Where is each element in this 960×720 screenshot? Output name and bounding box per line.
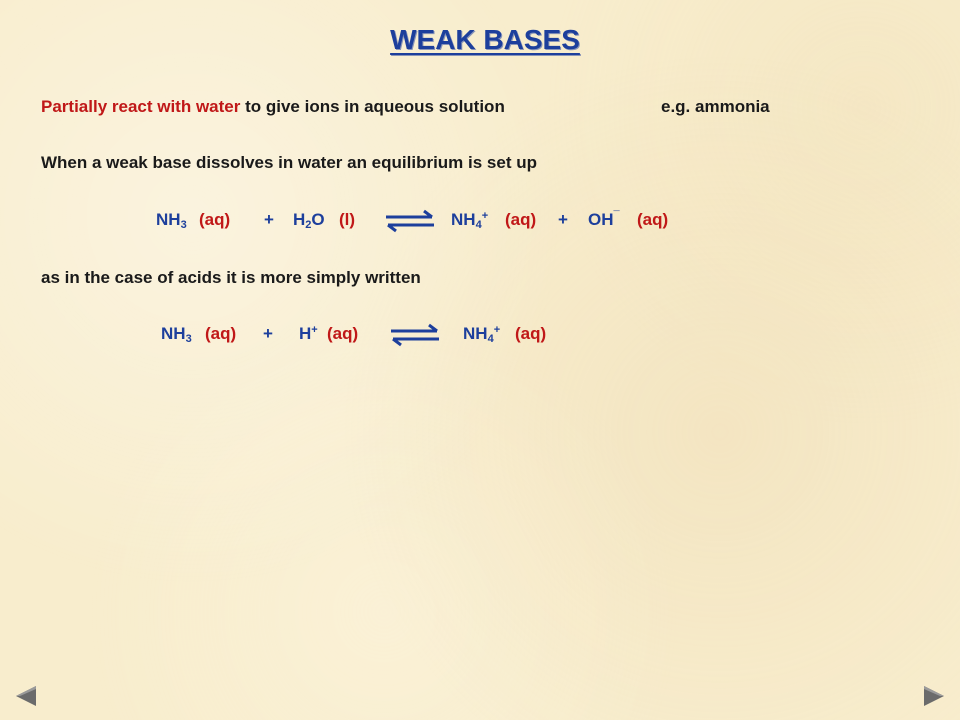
eq2-proton: H+ [299,324,318,343]
definition-line [41,97,770,117]
next-slide-icon[interactable] [922,684,946,708]
eq2-ammonia-state: (aq) [205,324,237,343]
equation-simplified [0,324,960,354]
eq2-ammonium: $NH_4^+$ [463,324,501,345]
eq2-ammonium-state: (aq) [515,324,547,343]
definition-rest: to give ions in aqueous solution [240,97,505,116]
eq1-ammonium-state: (aq) [505,210,537,229]
eq1-hydroxide-state: (aq) [637,210,669,229]
eq1-ammonium: $NH_4^+$ [451,210,489,231]
definition-highlight: Partially react with water [41,97,241,116]
equilibrium-intro-line: When a weak base dissolves in water an equilibrium is set up [41,153,537,172]
eq1-ammonia: $NH_3$ [156,210,187,231]
eq1-plus2: + [558,210,568,229]
equation-full [0,210,960,240]
eq1-water-state: (l) [339,210,356,229]
eq1-water: $H_2O$ [293,210,325,231]
example-text: e.g. ammonia [661,97,770,116]
eq1-ammonia-state: (aq) [199,210,231,229]
eq1-hydroxide: OH¯ [588,210,620,229]
eq2-plus: + [263,324,273,343]
slide-title: WEAK BASES [390,24,580,55]
eq2-ammonia: $NH_3$ [161,324,192,345]
eq1-plus: + [264,210,274,229]
equilibrium-arrow-icon [384,208,436,234]
equilibrium-arrow-icon [389,322,441,348]
eq2-proton-state: (aq) [327,324,359,343]
simplified-intro-line: as in the case of acids it is more simply written [41,268,421,287]
previous-slide-icon[interactable] [14,684,38,708]
